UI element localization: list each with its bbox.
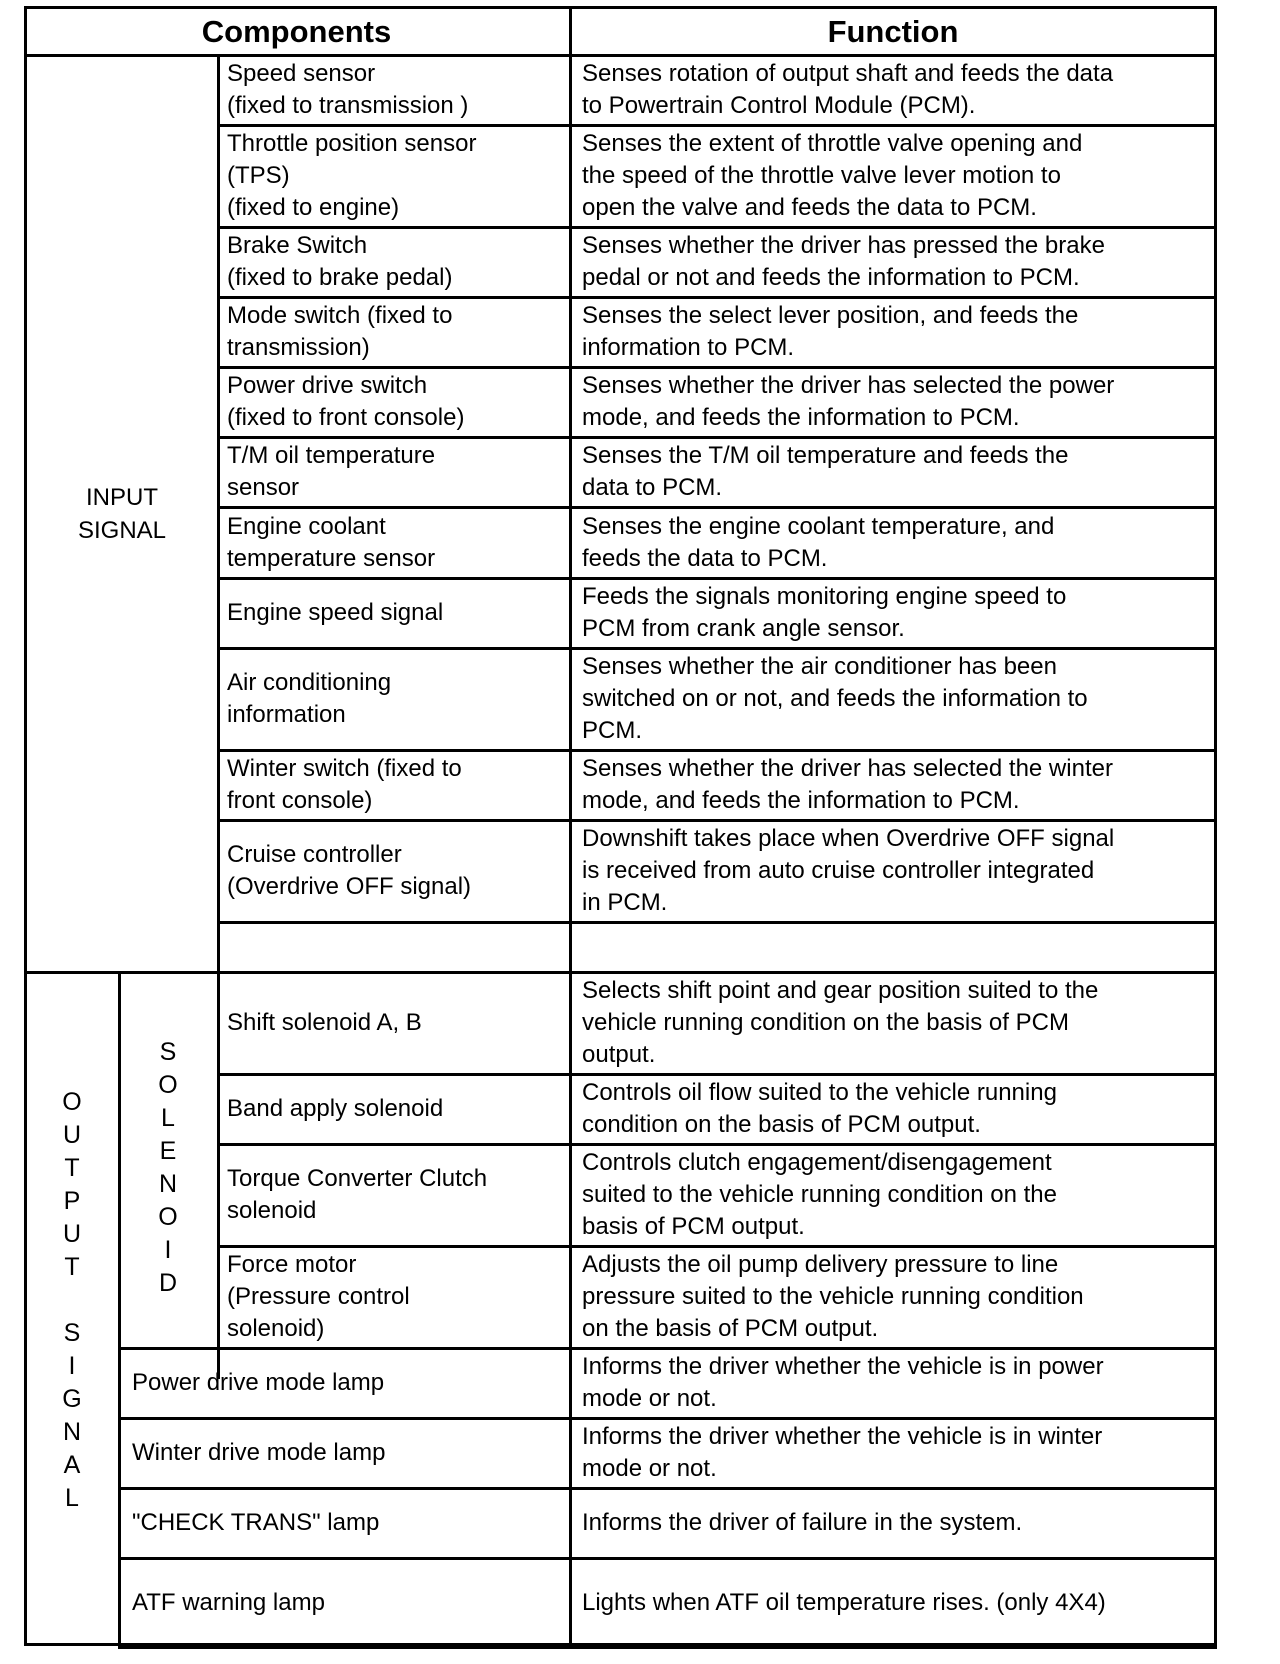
component-cell: Band apply solenoid [227,1095,444,1122]
function-cell: Lights when ATF oil temperature rises. (only 4X4) [582,1588,1106,1616]
row-divider [217,577,1217,580]
function-cell: Informs the driver whether the vehicle is in winter mode or not. [582,1423,1103,1482]
function-cell: Senses whether the driver has selected the power mode, and feeds the information to PCM. [582,372,1115,431]
row-divider [217,366,1217,369]
label-letter: D [158,1269,178,1297]
function-cell: Informs the driver whether the vehicle is in power mode or not. [582,1353,1104,1412]
row-divider [217,124,1217,127]
component-cell: Cruise controller (Overdrive OFF signal) [227,841,472,900]
label-letter: N [158,1170,178,1198]
function-cell: Informs the driver of failure in the system. [582,1509,1023,1536]
row-divider [118,1487,1217,1490]
component-cell: Engine speed signal [227,599,444,626]
solenoid-label [148,1036,188,1300]
header-function: Function [827,14,959,49]
component-cell: "CHECK TRANS" lamp [132,1509,380,1536]
label-letter: S [63,1319,81,1347]
component-cell: Air conditioning information [227,669,392,728]
function-cell: Senses the engine coolant temperature, and feeds the data to PCM. [582,512,1055,572]
label-letter: L [161,1104,175,1132]
label-letter: S [159,1038,177,1066]
table-border-right [1214,6,1217,1646]
label-letter: E [159,1137,177,1165]
row-divider [217,1073,1217,1076]
label-letter: U [62,1220,82,1248]
function-cell: Controls oil flow suited to the vehicle running condition on the basis of PCM output. [582,1079,1057,1138]
function-cell: Senses whether the driver has pressed the brake pedal or not and feeds the information to PCM. [582,232,1105,291]
row-divider [217,226,1217,229]
label-letter: O [158,1071,178,1099]
row-divider [118,1347,1217,1350]
function-cell: Feeds the signals monitoring engine speed to PCM from crank angle sensor. [582,583,1067,642]
label-letter: P [63,1187,81,1215]
function-cell: Senses rotation of output shaft and feeds the data to Powertrain Control Module (PCM). [582,60,1114,119]
label-letter: I [68,1352,76,1380]
label-letter: U [62,1121,82,1149]
function-cell: Controls clutch engagement/disengagement suited to the vehicle running condition on the basis of PCM output. [582,1149,1057,1240]
output-group-divider [118,971,121,1646]
label-letter: N [62,1418,82,1446]
row-divider [217,296,1217,299]
component-cell: Speed sensor (fixed to transmission ) [227,60,469,119]
function-cell: Senses the extent of throttle valve opening and the speed of the throttle valve lever motion to open the valve and feeds the data to PCM. [582,130,1083,221]
input-group-divider [217,54,220,1379]
label-letter [52,1284,92,1317]
row-divider [118,1417,1217,1420]
input-output-divider [24,971,1217,974]
function-cell: Senses whether the driver has selected the winter mode, and feeds the information to PCM. [582,755,1113,814]
component-cell: Shift solenoid A, B [227,1009,422,1036]
row-divider [118,1646,1217,1649]
output-signal-label [52,1086,92,1515]
function-cell: Senses whether the air conditioner has been switched on or not, and feeds the information to PCM. [582,653,1088,744]
row-divider [217,819,1217,822]
component-cell: Torque Converter Clutch solenoid [227,1165,488,1224]
component-cell: Engine coolant temperature sensor [227,512,436,572]
row-divider [217,647,1217,650]
function-cell: Senses the T/M oil temperature and feeds the data to PCM. [582,442,1069,501]
label-letter: O [62,1088,82,1116]
label-letter: A [63,1451,81,1479]
function-cell: Selects shift point and gear position suited to the vehicle running condition on the basis of PCM output. [582,977,1099,1068]
component-cell: Power drive mode lamp [132,1369,385,1396]
input-signal-label: INPUT SIGNAL [77,484,167,544]
label-letter: T [64,1253,80,1281]
function-cell: Adjusts the oil pump delivery pressure to line pressure suited to the vehicle running condition on the basis of PCM output. [582,1251,1084,1342]
component-cell: Winter drive mode lamp [132,1439,386,1466]
component-cell: Winter switch (fixed to front console) [227,755,462,814]
label-letter: G [62,1385,82,1413]
label-letter: O [158,1203,178,1231]
function-cell: Senses the select lever position, and feeds the information to PCM. [582,302,1079,361]
table-border-top [24,6,1217,9]
label-letter: T [64,1154,80,1182]
column-divider-function [569,6,572,1646]
component-cell: Throttle position sensor (TPS) (fixed to engine) [227,130,477,221]
component-cell: Mode switch (fixed to transmission) [227,302,453,361]
row-divider [217,1245,1217,1248]
component-cell: Power drive switch (fixed to front console) [227,372,465,431]
component-cell: T/M oil temperature sensor [227,442,436,501]
header-divider [24,54,1217,57]
row-divider [217,436,1217,439]
row-divider [217,921,1217,924]
label-letter: I [164,1236,172,1264]
component-cell: ATF warning lamp [132,1588,325,1616]
table-border-left [24,6,27,1646]
row-divider [217,506,1217,509]
function-cell: Downshift takes place when Overdrive OFF signal is received from auto cruise controller integrated in PCM. [582,825,1115,916]
row-divider [118,1557,1217,1560]
label-letter: L [65,1484,79,1512]
component-cell: Brake Switch (fixed to brake pedal) [227,232,453,291]
components-function-table [24,6,1217,1646]
row-divider [217,1143,1217,1146]
header-components: Components [201,14,392,49]
component-cell: Force motor (Pressure control solenoid) [227,1251,410,1342]
row-divider [217,749,1217,752]
